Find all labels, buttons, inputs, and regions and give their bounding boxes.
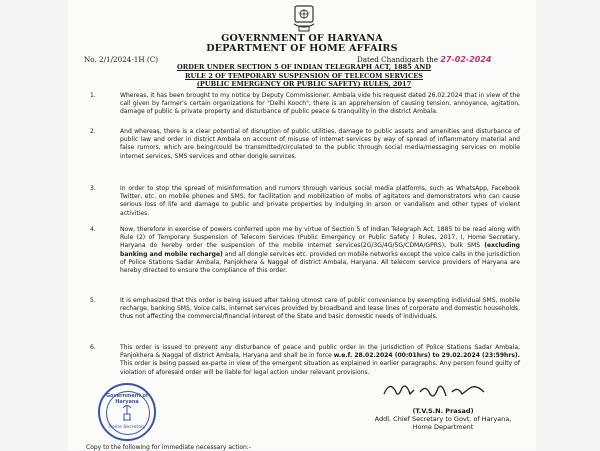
paragraph-text: It is emphasized that this order is being issued after taking utmost care of public convenience by exempting individual SMS, mobile recharge, banking SMS, Voice calls, internet services provided by broadband and lease lines of corporate and domestic households, thus not affecting the commercial/financial interest of the State and basic domestic needs of individuals.	[120, 297, 520, 321]
dated-label: Dated Chandigarh the	[357, 55, 439, 64]
paragraph-number: 5.	[90, 297, 96, 304]
order-heading-line-1: ORDER UNDER SECTION 5 OF INDIAN TELEGRAPH ACT, 1885 AND	[176, 63, 432, 71]
official-seal-stamp	[98, 383, 156, 441]
handwritten-signature	[380, 378, 490, 404]
paragraph-1	[90, 92, 520, 117]
paragraph-2	[90, 128, 520, 161]
order-heading-line-3: (PUBLIC EMERGENCY OR PUBLIC SAFETY) RULES, 2017	[196, 80, 412, 88]
stamp-bottom-text: Home Secretary	[108, 425, 146, 430]
signatory-department: Home Department	[412, 423, 474, 431]
paragraph-emphasis: (excluding banking and mobile recharge)	[120, 242, 520, 258]
paragraph-text: This order is issued to prevent any disturbance of peace and public order in the jurisdiction of Police Stations Sadar Ambala, Panjokhera & Naggal of district Ambala, Haryana and shall be in force w.e.f. 28.02.2024 (00:01hrs) to 29.02.2024 (23:59hrs). This order is being passed ex-parte in view of the emergent situation as explained in earlier paragraphs. Any person found guilty of violation of aforesaid order will be liable for legal action under relevant provisions.	[120, 344, 520, 376]
paragraph-text: Now, therefore in exercise of powers conferred upon me by virtue of Section 5 of Indian Telegraph Act, 1885 to be read along with Rule (2) of Temporary Suspension of Telecom Services (Public Emergency or Public Safety ) Rules, 2017, I, Home Secretary, Haryana do hereby order the suspension of the mobile internet services(2G/3G/4G/5G/CDMA/GPRS), bulk SMS (excluding banking and mobile recharge) and all dongle services etc. provided on mobile networks except the voice calls in the jurisdiction of Police Stations Sadar Ambala, Panjokhera & Naggal of district Ambala, Haryana. All telecom service providers of Haryana are hereby directed to ensure the compliance of this order.	[120, 226, 520, 275]
paragraph-number: 1.	[90, 92, 96, 99]
paragraph-emphasis: w.e.f. 28.02.2024 (00:01hrs) to 29.02.2024 (23:59hrs).	[333, 352, 520, 360]
paragraph-text: In order to stop the spread of misinformation and rumors through various social media platforms, such as WhatsApp, Facebook Twitter, etc. on mobile phones and SMS, for facilitation and mobilization of mobs of agitators and demonstrators who can cause serious loss of life and damage to public and private properties by indulging in arson or vandalism and other types of violent activities.	[120, 185, 520, 217]
paragraph-6	[90, 344, 520, 377]
paragraph-5	[90, 297, 520, 322]
paragraph-number: 3.	[90, 185, 96, 192]
paragraph-text: Whereas, it has been brought to my notice by Deputy Commissioner, Ambala vide his request dated 26.02.2024 that in view of the call given by farmer's certain organizations for "Delhi Kooch", there is an apprehension of causing tension, annoyance, agitation, damage of public & private property and disturbance of public peace & tranquility in the district Ambala.	[120, 92, 520, 116]
haryana-emblem-icon	[290, 4, 318, 34]
government-title: GOVERNMENT OF HARYANA	[221, 33, 383, 44]
department-title: DEPARTMENT OF HOME AFFAIRS	[206, 43, 398, 54]
signatory-designation: Addl. Chief Secretary to Govt. of Haryana,	[374, 415, 512, 423]
paragraph-number: 6.	[90, 344, 96, 351]
signatory-name: (T.V.S.N. Prasad)	[412, 407, 474, 415]
stamp-top-text: Government of Haryana	[105, 393, 149, 405]
paragraph-text: And whereas, there is a clear potential of disruption of public utilities, damage to public assets and amenities and disturbance of public law and order in district Ambala on account of misuse of internet services by way of spread of inflammatory material and false rumors, which are being/could be transmitted/circulated to the public through social media/messaging services on mobile internet services, SMS services and other dongle services.	[120, 128, 520, 160]
paragraph-number: 4.	[90, 226, 96, 233]
dated-value: 27-02-2024	[440, 55, 492, 64]
paragraph-4	[90, 226, 520, 275]
ashoka-emblem-icon	[120, 402, 134, 422]
copy-to-line: Copy to the following for immediate necessary action:-	[86, 444, 251, 451]
order-document	[68, 0, 536, 450]
paragraph-3	[90, 185, 520, 218]
paragraph-number: 2.	[90, 128, 96, 135]
order-heading-line-2: RULE 2 OF TEMPORARY SUSPENSION OF TELECOM SERVICES	[185, 71, 423, 80]
reference-number: No. 2/1/2024-1H (C)	[84, 55, 159, 64]
